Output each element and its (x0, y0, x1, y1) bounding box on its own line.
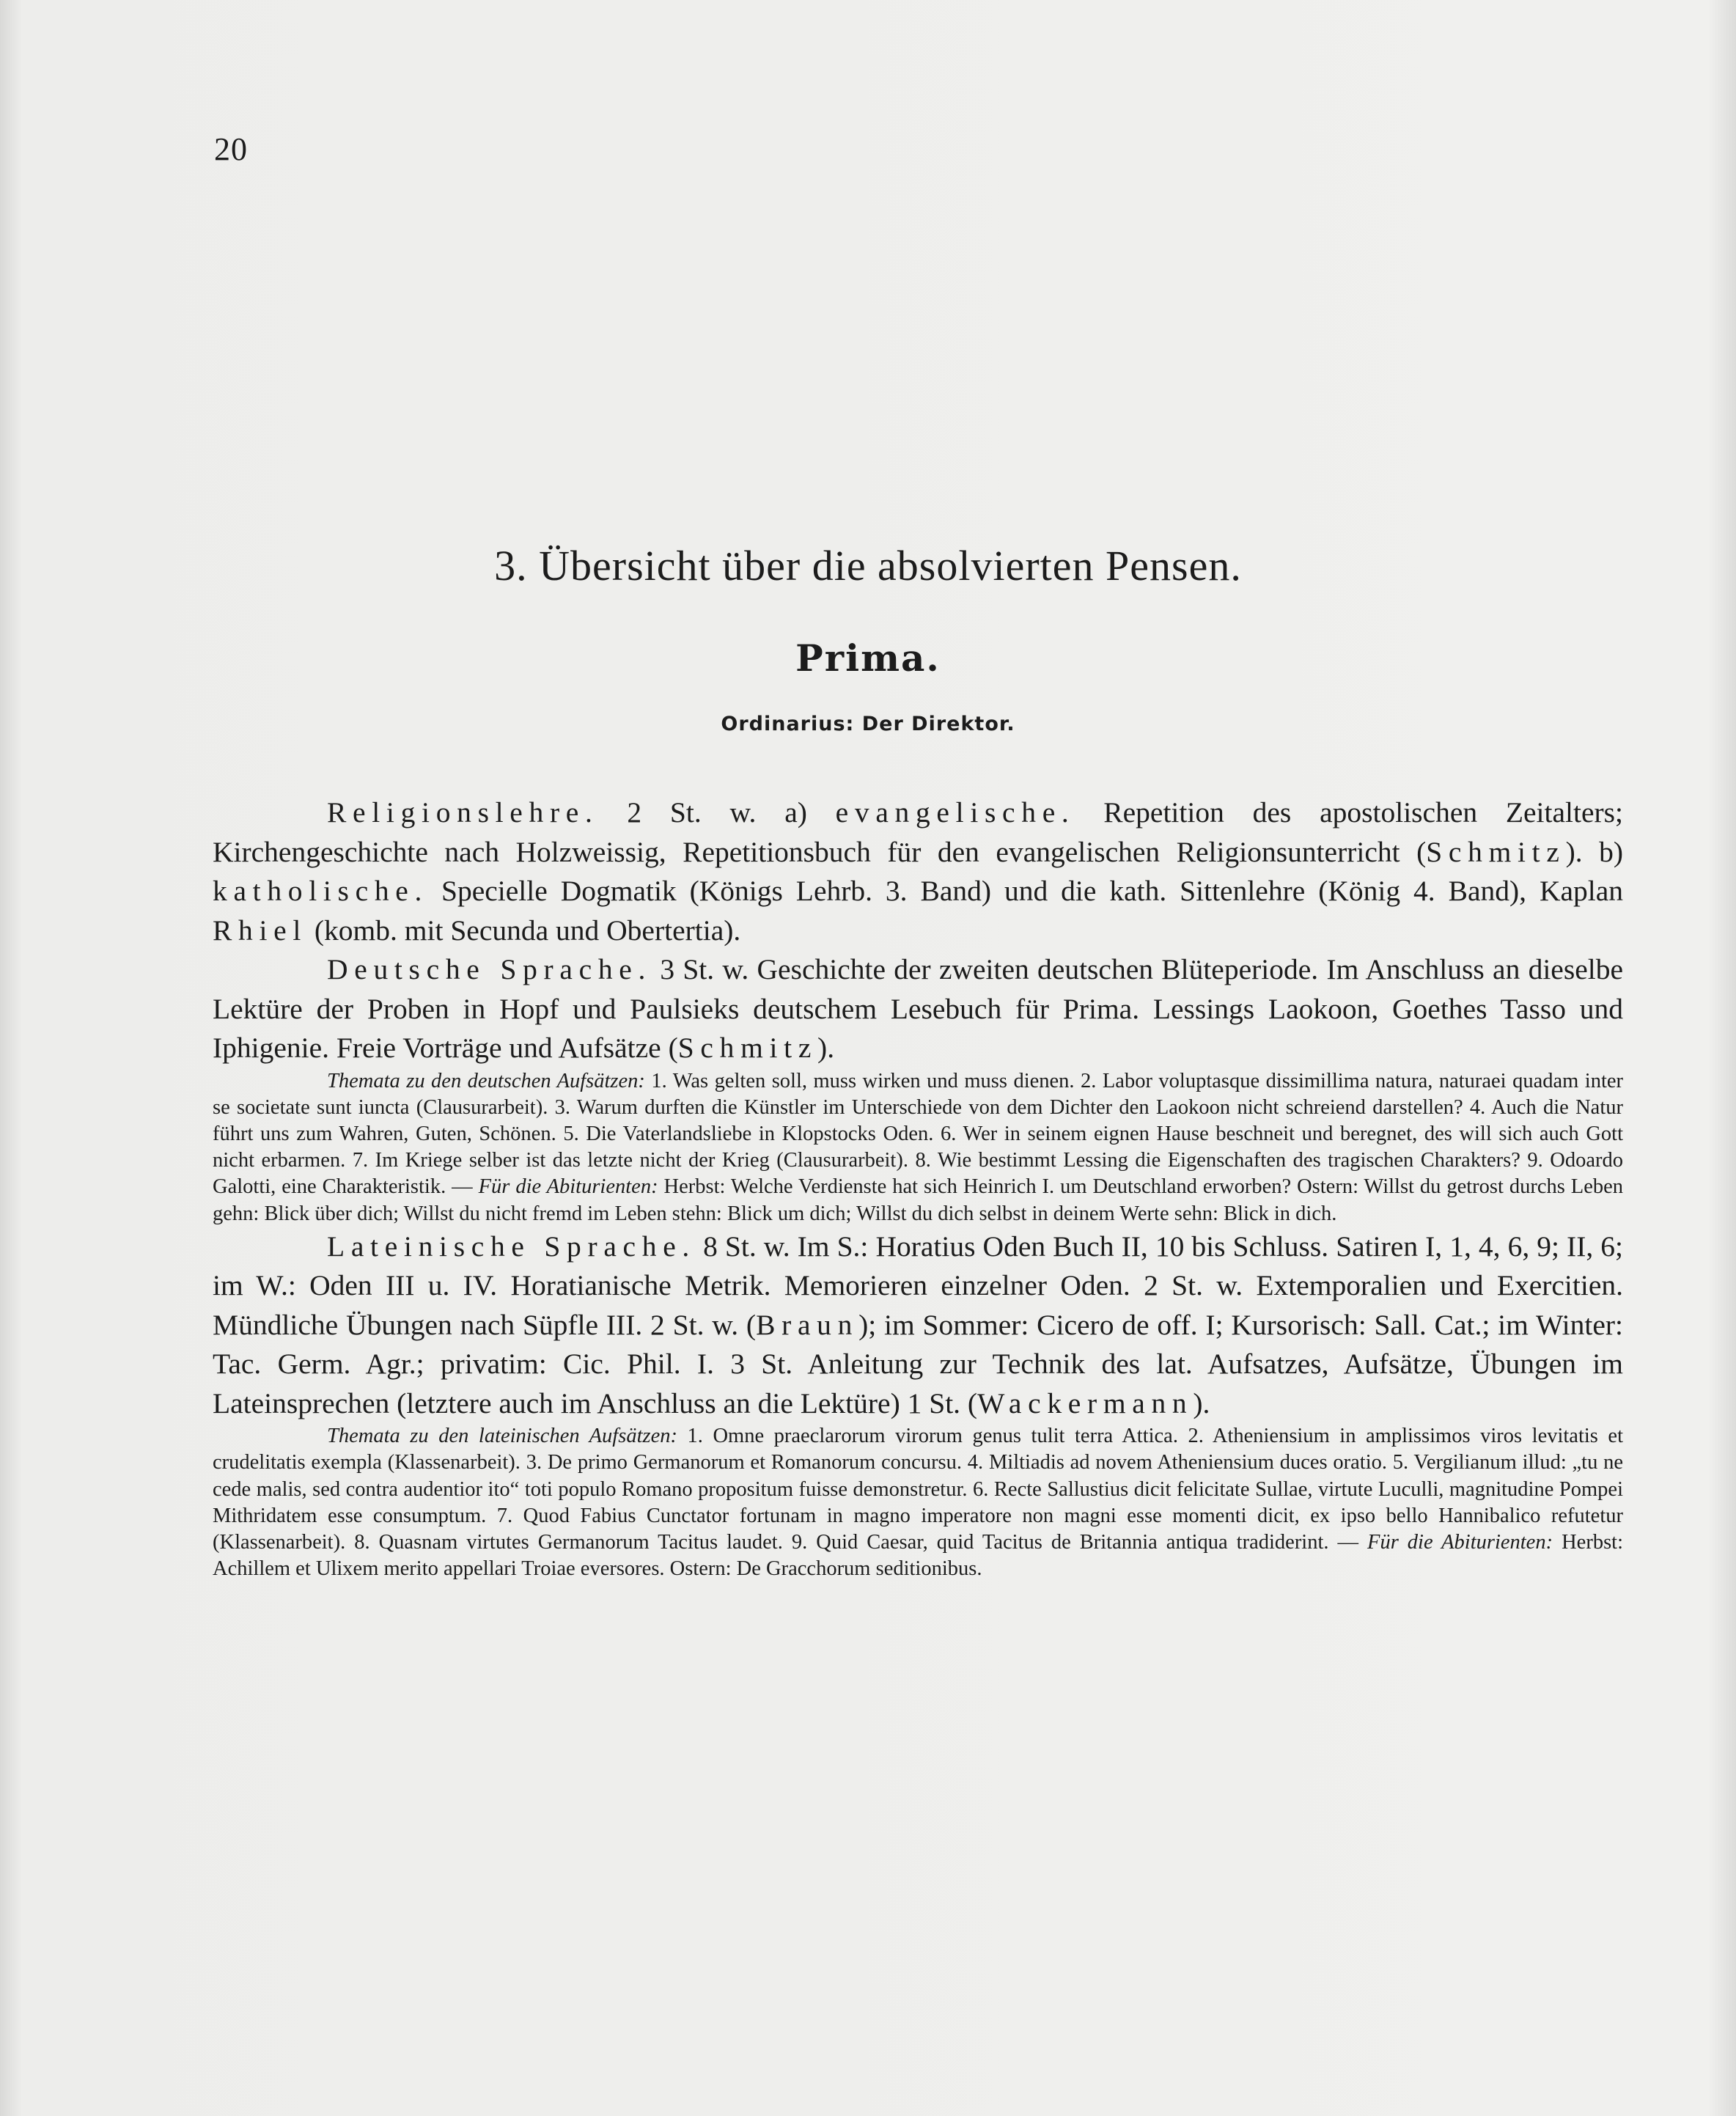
subject-evangelisch: evangelische. (835, 796, 1075, 829)
teacher-name: Schmitz (677, 1032, 818, 1064)
teacher-name: Braun (756, 1308, 859, 1341)
ordinarius-line: Ordinarius: Der Direktor. (721, 713, 1015, 735)
subject-religion: Religionslehre. (327, 796, 599, 829)
text-close: ). (1193, 1386, 1210, 1419)
class-title: Prima. (795, 636, 941, 680)
teacher-name: Schmitz (1426, 835, 1566, 868)
text-latein: 8 St. w. Im S.: Horatius Oden Buch II, 10 bis Schluss. Satiren I, 1, 4, 6, 9; II, 6; im W.: Oden III u. IV. Horatianische Metrik. Memorieren einzelner Oden. 2 St. w. Extemporalien und Exercitien. Mündliche Übungen nach Süpfle III. 2 St. w. ( (213, 1230, 1624, 1341)
themata-label: Themata zu den deutschen Aufsätzen: (327, 1069, 645, 1092)
abiturienten-label: Für die Abiturienten: (478, 1175, 658, 1199)
paragraph-deutsch (213, 950, 1623, 1068)
text-evangelisch: Repetition des apostolischen Zeitalters; Kirchengeschichte nach Holzweissig, Repetitionsbuch für den evangelischen Religionsunterricht ( (213, 796, 1624, 868)
abiturienten-text: Herbst: Achillem et Ulixem merito appellari Troiae eversores. Ostern: De Gracchorum seditionibus. (213, 1531, 1623, 1581)
page-number: 20 (214, 131, 248, 167)
teacher-name: Rhiel (213, 914, 308, 947)
text-latein-2: ); im Sommer: Cicero de off. I; Kursorisch: Sall. Cat.; im Winter: Tac. Germ. Agr.; privatim: Cic. Phil. I. 3 St. Anleitung zur Technik des lat. Aufsatzes, Aufsätze, Übungen im Lateinsprechen (letztere auch im Anschluss an die Lektüre) 1 St. ( (213, 1308, 1624, 1419)
paragraph-latein (213, 1227, 1623, 1424)
label-b: b) (1599, 835, 1623, 868)
themata-deutsch (213, 1068, 1623, 1227)
abiturienten-label: Für die Abiturienten: (1367, 1531, 1553, 1554)
text-close: ). (817, 1032, 835, 1064)
text-katholisch: Specielle Dogmatik (Königs Lehrb. 3. Band) und die kath. Sittenlehre (König 4. Band), Kaplan (441, 875, 1624, 907)
section-title: 3. Übersicht über die absolvierten Pensen. (494, 542, 1242, 589)
subject-latein: Lateinische Sprache. (327, 1230, 696, 1263)
themata-text: 1. Was gelten soll, muss wirken und muss dienen. 2. Labor voluptasque dissimillima natura, naturaei quadam inter se societate sunt iuncta (Clausurarbeit). 3. Warum durften die Künstler im Unterschiede von dem Dichter den Laokoon nicht schreiend darstellen? 4. Auch die Natur führt uns zum Wahren, Guten, Schönen. 5. Die Vaterlandsliebe in Klopstocks Oden. 6. Wer in seinem eignen Hause beschneit und beregnet, des will sich auch Gott nicht erbarmen. 7. Im Kriege selber ist das letzte nicht der Krieg (Clausurarbeit). 8. Wie bestimmt Lessing die Eigenschaften des tragischen Charakters? 9. Odoardo Galotti, eine Charakteristik. — (213, 1069, 1623, 1199)
body-text (213, 793, 1623, 1582)
teacher-name: Wackermann (977, 1386, 1194, 1419)
text-close: ). (1565, 835, 1583, 868)
themata-text: 1. Omne praeclarorum virorum genus tulit terra Attica. 2. Atheniensium in amplissimos viros levitatis et crudelitatis exempla (Klassenarbeit). 3. De primo Germanorum et Romanorum concursu. 4. Miltiadis ad novem Atheniensium duces oratio. 5. Vergilianum illud: „tu ne cede malis, sed contra audentior ito“ toti populo Romano propositum fuisse demonstretur. 6. Recte Sallustius dicit felicitate Sullae, virtute Luculli, magnitudine Pompei Mithridatem esse consumptum. 7. Quod Fabius Cunctator fortunam in magno imperatore non magni esse momenti dicit, ex ipso bello Hannibalico refutetur (Klassenarbeit). 8. Quasnam virtutes Germanorum Tacitus laudet. 9. Quid Caesar, quid Tacitus de Britannia antiqua tradiderint. — (213, 1425, 1623, 1554)
themata-label: Themata zu den lateinischen Aufsätzen: (327, 1425, 677, 1448)
text-deutsch: 3 St. w. Geschichte der zweiten deutschen Blüteperiode. Im Anschluss an dieselbe Lektüre der Proben in Hopf und Paulsieks deutschem Lesebuch für Prima. Lessings Laokoon, Goethes Tasso und Iphigenie. Freie Vorträge und Aufsätze ( (213, 953, 1624, 1064)
hours-religion: 2 St. w. (627, 796, 757, 829)
subject-deutsch: Deutsche Sprache. (327, 953, 652, 985)
paragraph-religion (213, 793, 1623, 950)
subject-katholisch: katholische. (213, 875, 429, 907)
abiturienten-text: Herbst: Welche Verdienste hat sich Heinrich I. um Deutschland erworben? Ostern: Willst du getrost durchs Leben gehn: Blick über dich; Willst du nicht fremd im Leben stehn: Blick um dich; Willst du dich selbst in deinem Werte sehn: Blick in dich. (213, 1175, 1624, 1225)
label-a: a) (784, 796, 807, 829)
themata-latein (213, 1423, 1623, 1582)
text-close: (komb. mit Secunda und Obertertia). (314, 914, 741, 947)
